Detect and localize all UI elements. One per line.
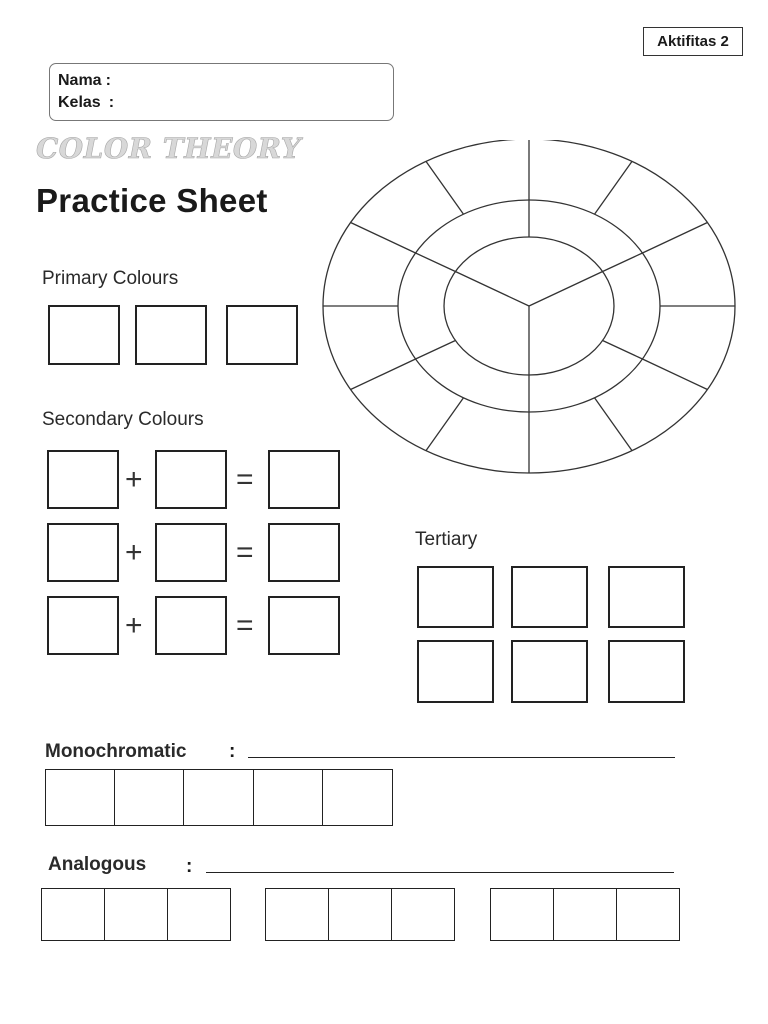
monochromatic-colon: : xyxy=(229,741,236,762)
secondary-3-box-b[interactable] xyxy=(155,596,227,655)
color-theory-title: COLOR THEORY xyxy=(36,132,302,165)
monochromatic-box-1[interactable] xyxy=(45,769,116,826)
analogous-group2-box-1[interactable] xyxy=(265,888,330,941)
equals-sign: = xyxy=(236,463,254,496)
monochromatic-answer-line[interactable] xyxy=(248,757,675,758)
practice-sheet-title: Practice Sheet xyxy=(36,182,268,219)
secondary-3-box-a[interactable] xyxy=(47,596,119,655)
secondary-colours-label: Secondary Colours xyxy=(42,409,204,430)
monochromatic-box-4[interactable] xyxy=(253,769,324,826)
analogous-colon: : xyxy=(186,856,193,877)
equals-sign: = xyxy=(236,536,254,569)
analogous-group3-box-1[interactable] xyxy=(490,888,555,941)
plus-sign: + xyxy=(125,463,143,496)
plus-sign: + xyxy=(125,609,143,642)
name-label: Nama xyxy=(58,72,102,89)
analogous-group3-box-2[interactable] xyxy=(553,888,618,941)
name-row xyxy=(58,70,385,92)
primary-colours-label: Primary Colours xyxy=(42,268,179,289)
secondary-3-result-box[interactable] xyxy=(268,596,340,655)
tertiary-label: Tertiary xyxy=(415,529,478,550)
analogous-label: Analogous xyxy=(48,854,147,875)
analogous-group2-box-3[interactable] xyxy=(391,888,455,941)
color-wheel xyxy=(318,140,738,480)
monochromatic-box-3[interactable] xyxy=(183,769,255,826)
equals-sign: = xyxy=(236,609,254,642)
tertiary-box-2[interactable] xyxy=(511,566,588,628)
activity-badge xyxy=(643,27,743,56)
analogous-answer-line[interactable] xyxy=(206,872,674,873)
class-label: Kelas xyxy=(58,94,101,111)
primary-box-1[interactable] xyxy=(48,305,120,365)
monochromatic-label: Monochromatic xyxy=(45,741,187,762)
class-row xyxy=(58,92,385,114)
primary-box-2[interactable] xyxy=(135,305,207,365)
primary-box-3[interactable] xyxy=(226,305,298,365)
analogous-group1-box-2[interactable] xyxy=(104,888,169,941)
analogous-group1-box-1[interactable] xyxy=(41,888,106,941)
class-colon: : xyxy=(108,94,115,111)
tertiary-box-3[interactable] xyxy=(608,566,685,628)
secondary-2-result-box[interactable] xyxy=(268,523,340,582)
secondary-1-box-b[interactable] xyxy=(155,450,227,509)
activity-label: Aktifitas 2 xyxy=(657,33,729,50)
secondary-2-box-b[interactable] xyxy=(155,523,227,582)
tertiary-box-1[interactable] xyxy=(417,566,494,628)
analogous-group1-box-3[interactable] xyxy=(167,888,231,941)
monochromatic-box-5[interactable] xyxy=(322,769,393,826)
secondary-2-box-a[interactable] xyxy=(47,523,119,582)
tertiary-box-6[interactable] xyxy=(608,640,685,703)
secondary-1-box-a[interactable] xyxy=(47,450,119,509)
tertiary-box-4[interactable] xyxy=(417,640,494,703)
plus-sign: + xyxy=(125,536,143,569)
analogous-group3-box-3[interactable] xyxy=(616,888,680,941)
analogous-group2-box-2[interactable] xyxy=(328,888,393,941)
student-info-box xyxy=(49,63,394,121)
name-colon: : xyxy=(105,72,111,89)
monochromatic-box-2[interactable] xyxy=(114,769,185,826)
tertiary-box-5[interactable] xyxy=(511,640,588,703)
